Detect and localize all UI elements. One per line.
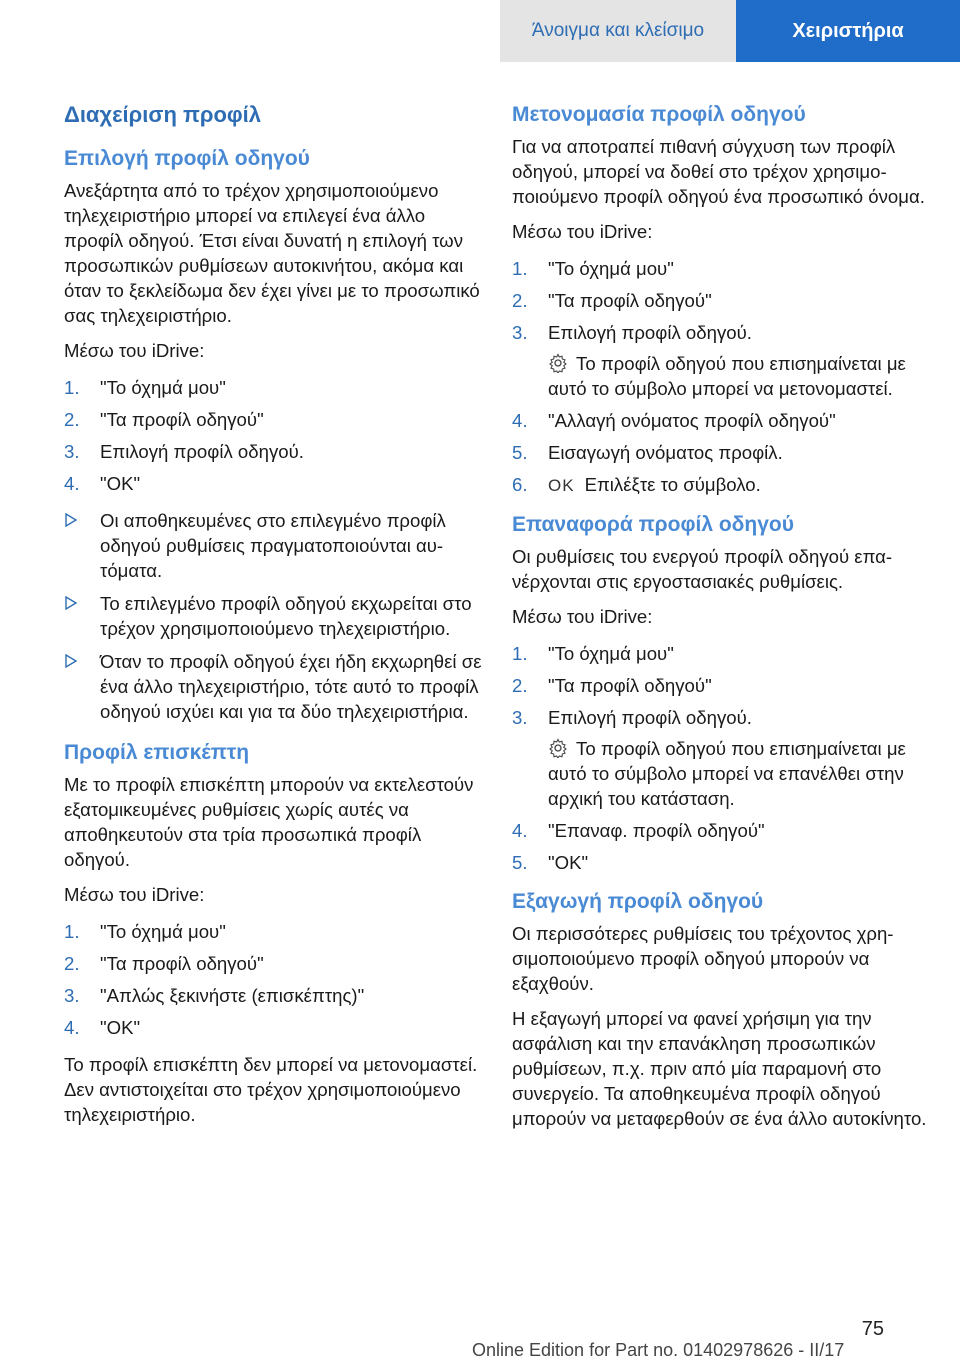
rename-profile-steps — [512, 256, 930, 498]
heading-rename-profile: Μετονομασία προφίλ οδηγού — [512, 103, 806, 126]
heading-export-profile: Εξαγωγή προφίλ οδηγού — [512, 890, 764, 913]
select-profile-steps — [64, 375, 482, 496]
guest-profile-body: Με το προφίλ επισκέπτη μπορούν να εκτελεστούν εξατομικευμένες ρυθμίσεις χωρίς αυτές να αποθηκευτούν στα τρία προσωπικά προφίλ οδηγού. — [64, 774, 474, 870]
header-section-title: Άνοιγμα και κλείσιμο — [500, 0, 736, 62]
result-item: Όταν το προφίλ οδηγού έχει ήδη εκχωρηθεί σε ένα άλλο τηλεχειριστήριο, τότε αυτό το προφίλ οδηγού ισχύει και για τα δύο τηλεχειριστήρια. — [64, 649, 482, 724]
list-item: 4. "Αλλαγή ονόματος προφίλ οδηγού" — [512, 410, 836, 431]
list-item: 2. "Τα προφίλ οδηγού" — [64, 953, 264, 974]
export-profile-body-1: Οι περισσότερες ρυθμίσεις του τρέχοντος χρησιμοποιούμενο προφίλ οδηγού μπορούν να εξαχθούν. — [512, 923, 894, 994]
result-item: Το επιλεγμένο προφίλ οδηγού εκχωρείται στο τρέχον χρησιμοποιούμενο τηλεχειριστήριο. — [64, 591, 482, 641]
page-header — [0, 0, 960, 62]
list-item: 2. "Τα προφίλ οδηγού" — [64, 409, 264, 430]
reset-note: Το προφίλ οδηγού που επισημαίνεται με αυτό το σύμβολο μπορεί να επανέλθει στην αρχική του κατάσταση. — [548, 738, 906, 809]
page-number: 75 — [861, 1318, 884, 1340]
list-item: 3. Επιλογή προφίλ οδηγού. Το προφίλ οδηγού που επισημαίνεται με αυτό το σύμβολο μπορεί να επανέλθει στην αρχική του κατάσταση. — [512, 705, 930, 811]
list-item: 5. "OK" — [512, 852, 589, 873]
page-title: Διαχείριση προφίλ — [64, 102, 261, 127]
header-chapter-title: Χειριστήρια — [736, 0, 960, 62]
result-triangle-icon — [64, 596, 78, 610]
rename-profile-body: Για να αποτραπεί πιθανή σύγχυση των προφίλ οδηγού, μπορεί να δοθεί στο τρέχον χρησιμοποιούμενο προφίλ οδηγού ένα προσωπικό όνομα. — [512, 136, 925, 207]
guest-profile-via: Μέσω του iDrive: — [64, 884, 205, 905]
result-triangle-icon — [64, 654, 78, 668]
left-column — [64, 100, 482, 1137]
gear-icon — [548, 353, 568, 373]
heading-select-profile: Επιλογή προφίλ οδηγού — [64, 147, 310, 170]
list-item: 6. OK Επιλέξτε το σύμβολο. — [512, 472, 930, 498]
list-item: 2. "Τα προφίλ οδηγού" — [512, 290, 712, 311]
heading-guest-profile: Προφίλ επισκέπτη — [64, 741, 250, 764]
list-item: 4. "Επαναφ. προφίλ οδηγού" — [512, 820, 765, 841]
list-item: 5. Εισαγωγή ονόματος προφίλ. — [512, 442, 783, 463]
export-profile-body-2: Η εξαγωγή μπορεί να φανεί χρήσιμη για την ασφάλιση και την επανάκληση προσωπικών ρυθμίσεων, π.χ. πριν από μία παραμονή στο συνεργείο. Τα αποθηκευμένα προφίλ οδηγού μπορούν να μεταφερθούν σε ένα άλλο αυτοκίνητο. — [512, 1008, 927, 1129]
list-item: 3. "Απλώς ξεκινήστε (επισκέπτης)" — [64, 985, 365, 1006]
rename-profile-via: Μέσω του iDrive: — [512, 221, 653, 242]
list-item: 2. "Τα προφίλ οδηγού" — [512, 675, 712, 696]
right-column — [512, 100, 930, 1141]
edition-footer: Online Edition for Part no. 01402978626 - II/17 — [472, 1340, 845, 1360]
guest-profile-steps — [64, 919, 482, 1040]
list-item: 3. Επιλογή προφίλ οδηγού. — [64, 441, 304, 462]
list-item: 4. "OK" — [64, 473, 141, 494]
list-item: 4. "OK" — [64, 1017, 141, 1038]
heading-reset-profile: Επαναφορά προφίλ οδηγού — [512, 513, 794, 536]
select-profile-body: Ανεξάρτητα από το τρέχον χρησιμοποιούμενο τηλεχειριστήριο μπορεί να επιλεγεί ένα άλλο προφίλ οδηγού. Έτσι είναι δυνατή η επιλογή των προσωπικών ρυθμίσεων αυτοκινήτου, ακόμα και όταν το ξεκλείδωμα δεν έχει γίνει με το προσωπικό σας τηλεχειριστήριο. — [64, 180, 480, 326]
rename-note: Το προφίλ οδηγού που επισημαίνεται με αυτό το σύμβολο μπορεί να μετονομαστεί. — [548, 353, 906, 399]
result-item: Οι αποθηκευμένες στο επιλεγμένο προφίλ οδηγού ρυθμίσεις πραγματοποιούνται αυτόματα. — [64, 508, 482, 583]
list-item: 3. Επιλογή προφίλ οδηγού. Το προφίλ οδηγού που επισημαίνεται με αυτό το σύμβολο μπορεί να μετονομαστεί. — [512, 320, 930, 401]
result-triangle-icon — [64, 513, 78, 527]
guest-profile-footer: Το προφίλ επισκέπτη δεν μπορεί να μετονομαστεί. Δεν αντιστοιχείται στο τρέχον χρησιμοποιούμενο τηλεχειριστήριο. — [64, 1054, 478, 1125]
reset-profile-via: Μέσω του iDrive: — [512, 606, 653, 627]
list-item: 1. "Το όχημά μου" — [64, 377, 226, 398]
list-item: 1. "Το όχημά μου" — [512, 643, 674, 664]
list-item: 1. "Το όχημά μου" — [64, 921, 226, 942]
select-profile-via: Μέσω του iDrive: — [64, 340, 205, 361]
select-profile-results — [64, 508, 482, 724]
ok-symbol-icon: OK — [548, 476, 575, 495]
reset-profile-body: Οι ρυθμίσεις του ενεργού προφίλ οδηγού επανέρχονται στις εργοστασιακές ρυθμίσεις. — [512, 546, 893, 592]
gear-icon — [548, 738, 568, 758]
list-item: 1. "Το όχημά μου" — [512, 258, 674, 279]
reset-profile-steps — [512, 641, 930, 875]
